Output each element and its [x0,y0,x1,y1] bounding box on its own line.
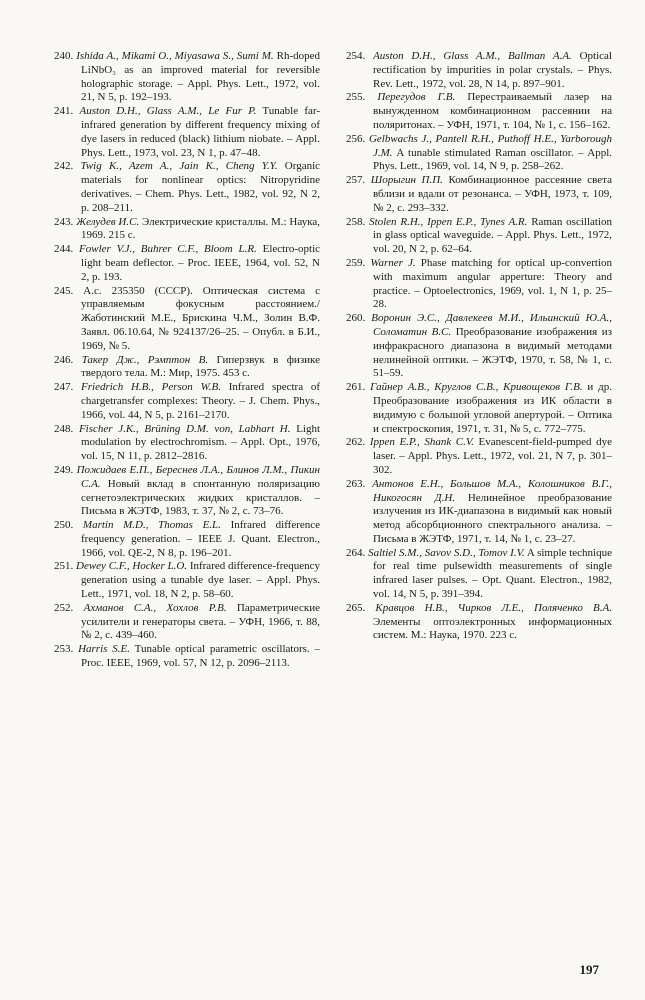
reference-number: 248. [54,422,74,435]
reference-text: Infrared difference-frequency generation using a tunable dye laser. – Appl. Phys. Lett., 1971, vol. 18, N 2, p. 58–60. [81,560,321,601]
reference-entry [54,285,320,354]
reference-entry [346,436,612,477]
reference-number: 246. [54,353,74,366]
reference-entry [54,381,320,422]
reference-columns [54,50,611,671]
reference-authors: Auston D.H., Glass A.M., Le Fur P. [79,105,257,118]
reference-number: 265. [346,601,366,614]
reference-entry [346,91,612,132]
reference-text: А.с. 235350 (СССР). Оптическая система с управляемым фокусным расстоянием./Жаботинский М.Е., Брискина Ч.М., Золин В.Ф. Заявл. 06.10.64, № 924137/26–25. – Опубл. в Б.И., 1969, № 5. [81,284,320,352]
page-number: 197 [579,962,599,977]
reference-number: 254. [346,50,366,62]
reference-text: Evanescent-field-pumped dye laser. – Appl. Phys. Lett., 1972, vol. 21, N 7, p. 301–302. [373,436,613,476]
reference-number: 263. [346,477,366,490]
reference-authors: Harris S.E. [78,643,130,656]
reference-number: 250. [54,519,74,532]
reference-text: Organic materials for nonlinear optics: Nitropyridine derivatives. – Chem. Phys. Lett., 1982, vol. 92, N 2, p. 208–211. [81,160,321,214]
reference-number: 261. [346,381,366,394]
reference-authors: Friedrich H.B., Person W.B. [81,381,221,394]
reference-text: Rh-doped LiNbO₃ as an improved material for reversible holographic storage. – Appl. Phys. Lett., 1972, vol. 21, N 5, p. 192–193. [81,50,321,104]
reference-entry [54,423,320,464]
reference-authors: Желудев И.С. [76,215,140,228]
reference-entry [346,133,612,174]
references-column-left [54,50,320,671]
reference-text: Элементы оптоэлектронных информационных систем. М.: Наука, 1970. 223 с. [373,615,612,642]
reference-text: Optical rectification by impurities in polar crystals. – Phys. Rev. Lett., 1972, vol. 28, N 14, p. 897–901. [373,50,612,90]
reference-authors: Fischer J.K., Brüning D.M. von, Labhart H. [78,422,291,435]
reference-text: Tunable far-infrared generation by different frequency mixing of dye lasers in reduced (black) lithium niobate. – Appl. Phys. Lett., 1973, vol. 23, N 1, p. 47–48. [81,105,320,159]
reference-number: 255. [346,91,366,104]
reference-entry [54,602,320,643]
reference-authors: Ippen E.P., Shank C.V. [369,436,474,449]
reference-text: Перестраиваемый лазер на вынужденном комбинационном рассеянии на поляритонах. – УФН, 1971, т. 104, № 1, с. 156–162. [373,91,613,131]
reference-entry [54,464,320,519]
reference-text: Нелинейное преобразование излучения из ИК-диапазона в видимый как новый метод абсорбционного спектрального анализа. – Письма в ЖЭТФ, 1971, т. 14, № 1, с. 23–27. [373,491,612,545]
reference-entry [346,174,612,215]
reference-entry [54,50,320,105]
reference-number: 256. [346,132,366,145]
reference-authors: Гайнер А.В., Круглов С.В., Кривощеков Г.В. [370,381,583,394]
reference-number: 264. [346,546,366,559]
reference-entry [54,560,320,601]
reference-authors: Пожидаев Е.П., Береснев Л.А., Блинов Л.М., Пикин С.А. [76,463,320,490]
reference-text: Комбинационное рассеяние света вблизи и вдали от резонанса. – УФН, 1973, т. 109, № 2, с. 293–332. [373,174,612,214]
references-column-right [346,50,612,671]
reference-entry [346,50,612,91]
reference-number: 259. [346,256,366,269]
reference-text: Электрические кристаллы. М.: Наука, 1969. 215 с. [81,215,321,242]
reference-number: 242. [54,160,74,173]
reference-authors: Twig K., Azem A., Jain K., Cheng Y.Y. [80,160,278,173]
reference-number: 260. [346,312,366,325]
reference-authors: Stolen R.H., Ippen E.P., Tynes A.R. [369,215,528,228]
reference-number: 241. [54,105,74,118]
reference-entry [346,312,612,381]
reference-number: 257. [346,174,366,187]
reference-authors: Шорыгин П.П. [370,174,443,187]
reference-text: Phase matching for optical up-convertion with maximum angular apperture: Theory and practice. – Optoelectronics, 1969, vol. 1, N 1, p. 25–28. [373,256,613,311]
reference-authors: Gelbwachs J., Pantell R.H., Puthoff H.E., Yarborough J.M. [368,132,613,159]
reference-authors: Dewey C.F., Hocker L.O. [76,560,188,573]
reference-authors: Кравцов Н.В., Чирков Л.Е., Поляченко В.А. [375,601,613,614]
reference-entry [54,243,320,284]
reference-authors: Такер Дж., Рэмптон В. [81,353,209,366]
reference-number: 243. [54,215,74,228]
reference-text: Raman oscillation in glass optical waveguide. – Appl. Phys. Lett., 1972, vol. 20, N 2, p. 62–64. [373,215,613,256]
reference-authors: Ахманов С.А., Хохлов Р.В. [83,601,227,614]
reference-entry [54,643,320,671]
reference-text: Tunable optical parametric oscillators. – Proc. IEEE, 1969, vol. 57, N 12, p. 2096–2113. [81,643,320,670]
reference-number: 258. [346,215,366,228]
reference-authors: Ishida A., Mikami O., Miyasawa S., Sumi M. [76,50,274,62]
reference-authors: Saltiel S.M., Savov S.D., Tomov I.V. [368,546,525,559]
reference-text: Light modulation by electrochromism. – Appl. Opt., 1976, vol. 15, N 11, p. 2812–2816. [81,422,321,463]
reference-number: 253. [54,643,74,656]
reference-entry [54,160,320,215]
reference-entry [346,547,612,602]
reference-number: 252. [54,601,74,614]
reference-authors: Перегудов Г.В. [377,91,456,104]
reference-entry [54,105,320,160]
reference-entry [54,354,320,382]
reference-text: Electro-optic light beam deflector. – Proc. IEEE, 1964, vol. 52, N 2, p. 193. [81,243,321,283]
reference-authors: Антонов Е.Н., Большов М.А., Колошников В.Г., Никогосян Д.Н. [372,477,612,504]
reference-entry [54,216,320,244]
reference-text: Infrared spectra of chargetransfer complexes: Theory. – J. Chem. Phys., 1966, vol. 44, N 5, p. 2161–2170. [81,381,321,421]
reference-entry [54,519,320,560]
reference-authors: Martin M.D., Thomas E.L. [82,519,221,532]
reference-text: Преобразование изображения из инфракрасного диапазона в видимый методами нелинейной оптики. – ЖЭТФ, 1970, т. 58, № 1, с. 51–59. [373,325,612,380]
reference-number: 247. [54,381,74,394]
reference-entry [346,602,612,643]
reference-entry [346,478,612,547]
reference-number: 262. [346,436,366,449]
reference-number: 251. [54,560,74,573]
reference-number: 245. [54,284,74,297]
reference-authors: Auston D.H., Glass A.M., Ballman A.A. [373,50,572,62]
reference-text: Новый вклад в спонтанную поляризацию сегнетоэлектрических жидких кристаллов. – Письма в ЖЭТФ, 1983, т. 37, № 2, с. 73–76. [81,477,321,518]
reference-number: 240. [54,50,74,62]
reference-authors: Воронин Э.С., Давлекеев М.И., Ильинский Ю.А., Соломатин В.С. [371,312,612,338]
reference-text: и др. Преобразование изображения из ИК области в видимую с большой угловой апертурой. – Оптика и спектроскопия, 1971, т. 31, № 5, с. 772–775. [373,381,612,435]
reference-authors: Fowler V.J., Buhrer C.F., Bloom L.R. [79,243,257,256]
reference-number: 244. [54,243,74,256]
reference-authors: Warner J. [370,256,416,269]
reference-text: A simple technique for real time pulsewidth measurements of single infrared laser pulses. – Opt. Quant. Electron., 1982, vol. 14, N 5, p. 391–394. [373,546,612,601]
reference-entry [346,257,612,312]
reference-text: Гиперзвук в физике твердого тела. М.: Мир, 1975. 453 с. [81,353,321,380]
reference-text: Infrared difference frequency generation. – IEEE J. Quant. Electron., 1966, vol. QE-2, N 8, p. 196–201. [81,519,321,559]
reference-text: A tunable stimulated Raman oscillator. – Appl. Phys. Lett., 1969, vol. 14, N 9, p. 258–262. [373,146,612,173]
reference-number: 249. [54,463,74,476]
reference-text: Параметрические усилители и генераторы света. – УФН, 1966, т. 88, № 2, с. 439–460. [81,601,320,642]
reference-entry [346,216,612,257]
reference-entry [346,381,612,436]
